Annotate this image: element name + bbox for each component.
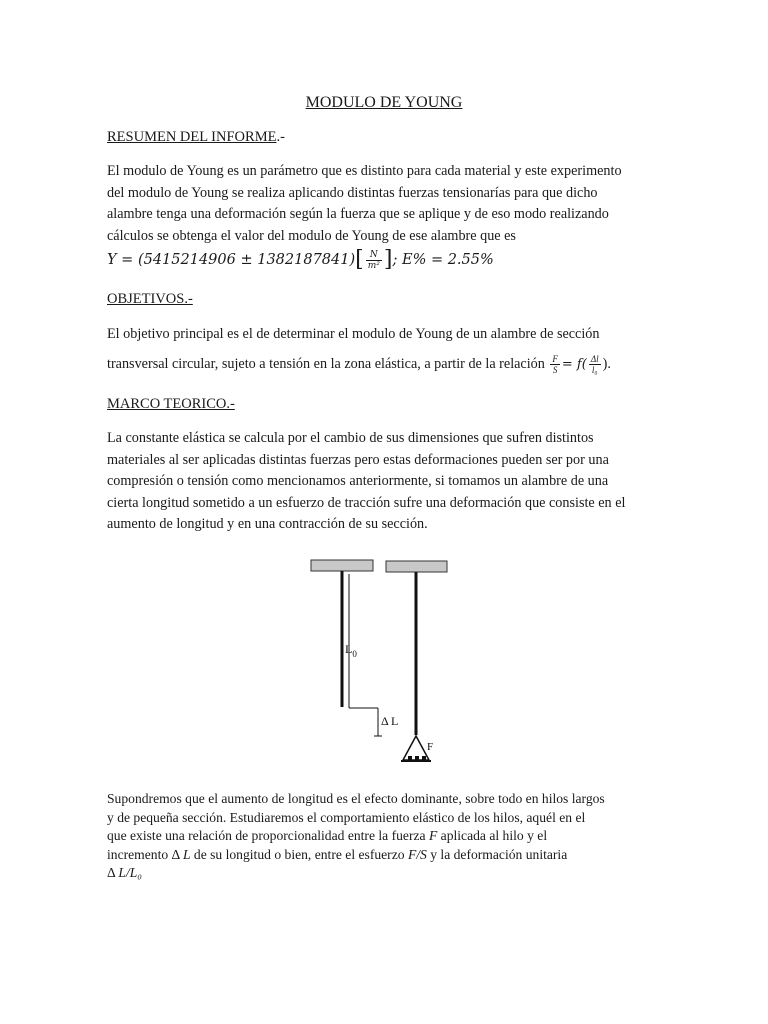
marco-line: aumento de longitud y en una contracción de su sección. [107, 516, 428, 532]
relation-end: ). [602, 355, 611, 372]
marco-heading-text: MARCO TEORICO.- [107, 396, 235, 412]
objetivos-heading-text: OBJETIVOS.- [107, 291, 193, 307]
left-support [311, 560, 373, 571]
relation-mid: = f( [561, 356, 587, 372]
closing-line: que existe una relación de proporcionalidad entre la fuerza F aplicada al hilo y el [107, 828, 548, 843]
resumen-line: cálculos se obtenga el valor del modulo de Young de ese alambre que es [107, 227, 516, 244]
objetivos-line: El objetivo principal es el de determinar el modulo de Young de un alambre de sección [107, 326, 600, 342]
label-delta-l: Δ L [381, 714, 399, 728]
closing-line: incremento Δ L de su longitud o bien, entre el esfuerzo F/S y la deformación unitaria [107, 846, 568, 862]
closing-line: y de pequeña sección. Estudiaremos el comportamiento elástico de los hilos, aquél en el [107, 809, 586, 825]
marco-line: cierta longitud sometido a un esfuerzo de tracción sufre una deformación que consiste en el [107, 494, 626, 511]
closing-line: Δ L/L₀ [107, 865, 143, 880]
marco-line: materiales al ser aplicadas distintas fuerzas pero estas deformaciones pueden ser por una [107, 451, 609, 468]
unit-denominator: m² [367, 260, 380, 271]
label-force: F [427, 741, 434, 753]
closing-paragraph [107, 790, 663, 883]
resumen-line: El modulo de Young es un parámetro que es distinto para cada material y este experimento [107, 163, 622, 179]
objetivos-line2-text: transversal circular, sujeto a tensión en la zona elástica, a partir de la relación [107, 355, 545, 372]
closing-line: Supondremos que el aumento de longitud es el efecto dominante, sobre todo en hilos largos [107, 791, 605, 806]
resumen-line: alambre tenga una deformación según la fuerza que se aplique y de eso modo realizando [107, 206, 609, 222]
formula-lhs: Y = (5415214906 ± 1382187841) [107, 252, 356, 268]
resumen-heading-text: RESUMEN DEL INFORME [107, 129, 277, 145]
unit-numerator: N [366, 250, 382, 261]
weight-block [422, 756, 426, 761]
relation-fraction-fs: $\frac{F}{S}$ [552, 353, 558, 375]
marco-line: compresión o tensión como mencionamos anteriormente, si tomamos un alambre de una [107, 473, 609, 489]
document-title: MODULO DE YOUNG [305, 94, 463, 111]
weight-block [408, 756, 412, 761]
relation-fraction-dl: $\frac{\Delta l}{\text{l₀}}$ [590, 353, 599, 375]
resumen-line: del modulo de Young se realiza aplicando distintas fuerzas tensionarías para que dicho [107, 184, 598, 201]
formula-error: ; E% = 2.55% [392, 252, 494, 268]
weight-block [415, 756, 419, 761]
young-formula: Y = (5415214906 ± 1382187841)[ $\frac{N}{\text{m²}}$ ]; E% = 2.55% [107, 247, 494, 272]
label-l0: $L_0$ [345, 642, 357, 659]
resumen-heading-suffix: .- [276, 129, 285, 145]
marco-line: La constante elástica se calcula por el cambio de sus dimensiones que sufren distintos [107, 430, 594, 446]
right-support [386, 561, 447, 572]
